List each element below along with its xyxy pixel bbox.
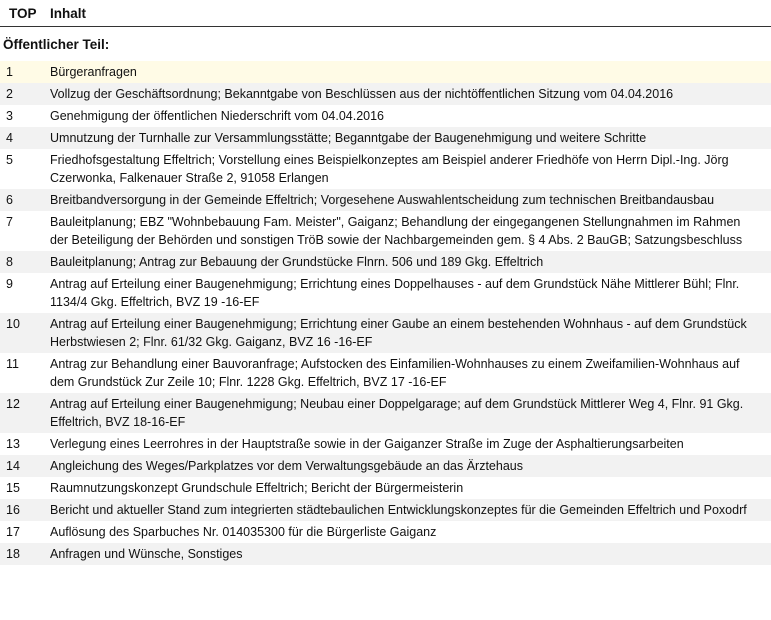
agenda-row (0, 433, 771, 455)
agenda-text: Bericht und aktueller Stand zum integrierten städtebaulichen Entwicklungskonzeptes für die Gemeinden Effeltrich und Poxodrf (50, 503, 747, 517)
agenda-row (0, 105, 771, 127)
agenda-text: Bauleitplanung; EBZ "Wohnbebauung Fam. Meister", Gaiganz; Behandlung der eingegangenen Stellungnahmen im Rahmen der Beteiligung der Behörden und sonstigen TröB sowie der Nachbargemeinden gem. § 4 Abs. 2 BauGB; Satzungsbeschluss (50, 215, 743, 247)
agenda-number: 18 (6, 547, 20, 561)
column-header-top: TOP (9, 5, 37, 21)
agenda-number: 5 (6, 153, 13, 167)
agenda-text: Antrag auf Erteilung einer Baugenehmigung; Neubau einer Doppelgarage; auf dem Grundstück Mittlerer Weg 4, Flnr. 91 Gkg. Effeltrich, BVZ 18-16-EF (50, 397, 744, 429)
agenda-text: Raumnutzungskonzept Grundschule Effeltrich; Bericht der Bürgermeisterin (50, 481, 464, 495)
agenda-text: Friedhofsgestaltung Effeltrich; Vorstellung eines Beispielkonzeptes am Beispiel anderer Friedhöfe von Herrn Dipl.-Ing. Jörg Czerwonka, Falkenauer Straße 2, 91058 Erlangen (50, 153, 729, 185)
agenda-text: Vollzug der Geschäftsordnung; Bekanntgabe von Beschlüssen aus der nichtöffentlichen Sitzung vom 04.04.2016 (50, 87, 674, 101)
agenda-row (0, 189, 771, 211)
agenda-text: Bauleitplanung; Antrag zur Bebauung der Grundstücke Flnrn. 506 und 189 Gkg. Effeltrich (50, 255, 544, 269)
agenda-number: 9 (6, 277, 13, 291)
agenda-number: 2 (6, 87, 13, 101)
agenda-number: 6 (6, 193, 13, 207)
column-header-content: Inhalt (50, 5, 86, 21)
agenda-row (0, 61, 771, 83)
agenda-text: Angleichung des Weges/Parkplatzes vor dem Verwaltungsgebäude an das Ärztehaus (50, 459, 523, 473)
agenda-text: Genehmigung der öffentlichen Niederschrift vom 04.04.2016 (50, 109, 385, 123)
agenda-text: Verlegung eines Leerrohres in der Hauptstraße sowie in der Gaiganzer Straße im Zuge der Asphaltierungsarbeiten (50, 437, 684, 451)
agenda-text: Antrag auf Erteilung einer Baugenehmigung; Errichtung einer Gaube an einem bestehenden Wohnhaus - auf dem Grundstück Herbstwiesen 2; Flnr. 61/32 Gkg. Gaiganz, BVZ 16 -16-EF (50, 317, 747, 349)
table-header (0, 0, 771, 27)
agenda-text: Breitbandversorgung in der Gemeinde Effeltrich; Vorgesehene Auswahlentscheidung zum technischen Breitbandausbau (50, 193, 715, 207)
agenda-row (0, 149, 771, 189)
agenda-number: 16 (6, 503, 20, 517)
agenda-number: 10 (6, 317, 20, 331)
agenda-text: Anfragen und Wünsche, Sonstiges (50, 547, 243, 561)
agenda-text: Antrag zur Behandlung einer Bauvoranfrage; Aufstocken des Einfamilien-Wohnhauses zu einem Zweifamilien-Wohnhaus auf dem Grundstück Zur Zeile 10; Flnr. 1228 Gkg. Effeltrich, BVZ 17 -16-EF (50, 357, 740, 389)
agenda-row (0, 83, 771, 105)
agenda-number: 3 (6, 109, 13, 123)
agenda-row (0, 455, 771, 477)
agenda-rows (0, 61, 771, 565)
agenda-number: 7 (6, 215, 13, 229)
agenda-row (0, 251, 771, 273)
agenda-number: 4 (6, 131, 13, 145)
agenda-row (0, 313, 771, 353)
agenda-number: 14 (6, 459, 20, 473)
agenda-row (0, 393, 771, 433)
agenda-row (0, 521, 771, 543)
agenda-row (0, 127, 771, 149)
section-title: Öffentlicher Teil: (3, 36, 110, 52)
agenda-number: 1 (6, 65, 13, 79)
agenda-row (0, 353, 771, 393)
agenda-text: Antrag auf Erteilung einer Baugenehmigung; Errichtung eines Doppelhauses - auf dem Grundstück Nähe Mittlerer Bühl; Flnr. 1134/4 Gkg. Effeltrich, BVZ 19 -16-EF (50, 277, 740, 309)
agenda-number: 15 (6, 481, 20, 495)
agenda-text: Bürgeranfragen (50, 65, 137, 79)
agenda-number: 12 (6, 397, 20, 411)
agenda-number: 11 (6, 357, 19, 371)
agenda-number: 17 (6, 525, 20, 539)
agenda-row (0, 477, 771, 499)
agenda-row (0, 211, 771, 251)
agenda-row (0, 273, 771, 313)
agenda-text: Auflösung des Sparbuches Nr. 014035300 für die Bürgerliste Gaiganz (50, 525, 437, 539)
agenda-row (0, 499, 771, 521)
agenda-text: Umnutzung der Turnhalle zur Versammlungsstätte; Beganntgabe der Baugenehmigung und weitere Schritte (50, 131, 647, 145)
agenda-number: 8 (6, 255, 13, 269)
agenda-number: 13 (6, 437, 20, 451)
agenda-row (0, 543, 771, 565)
